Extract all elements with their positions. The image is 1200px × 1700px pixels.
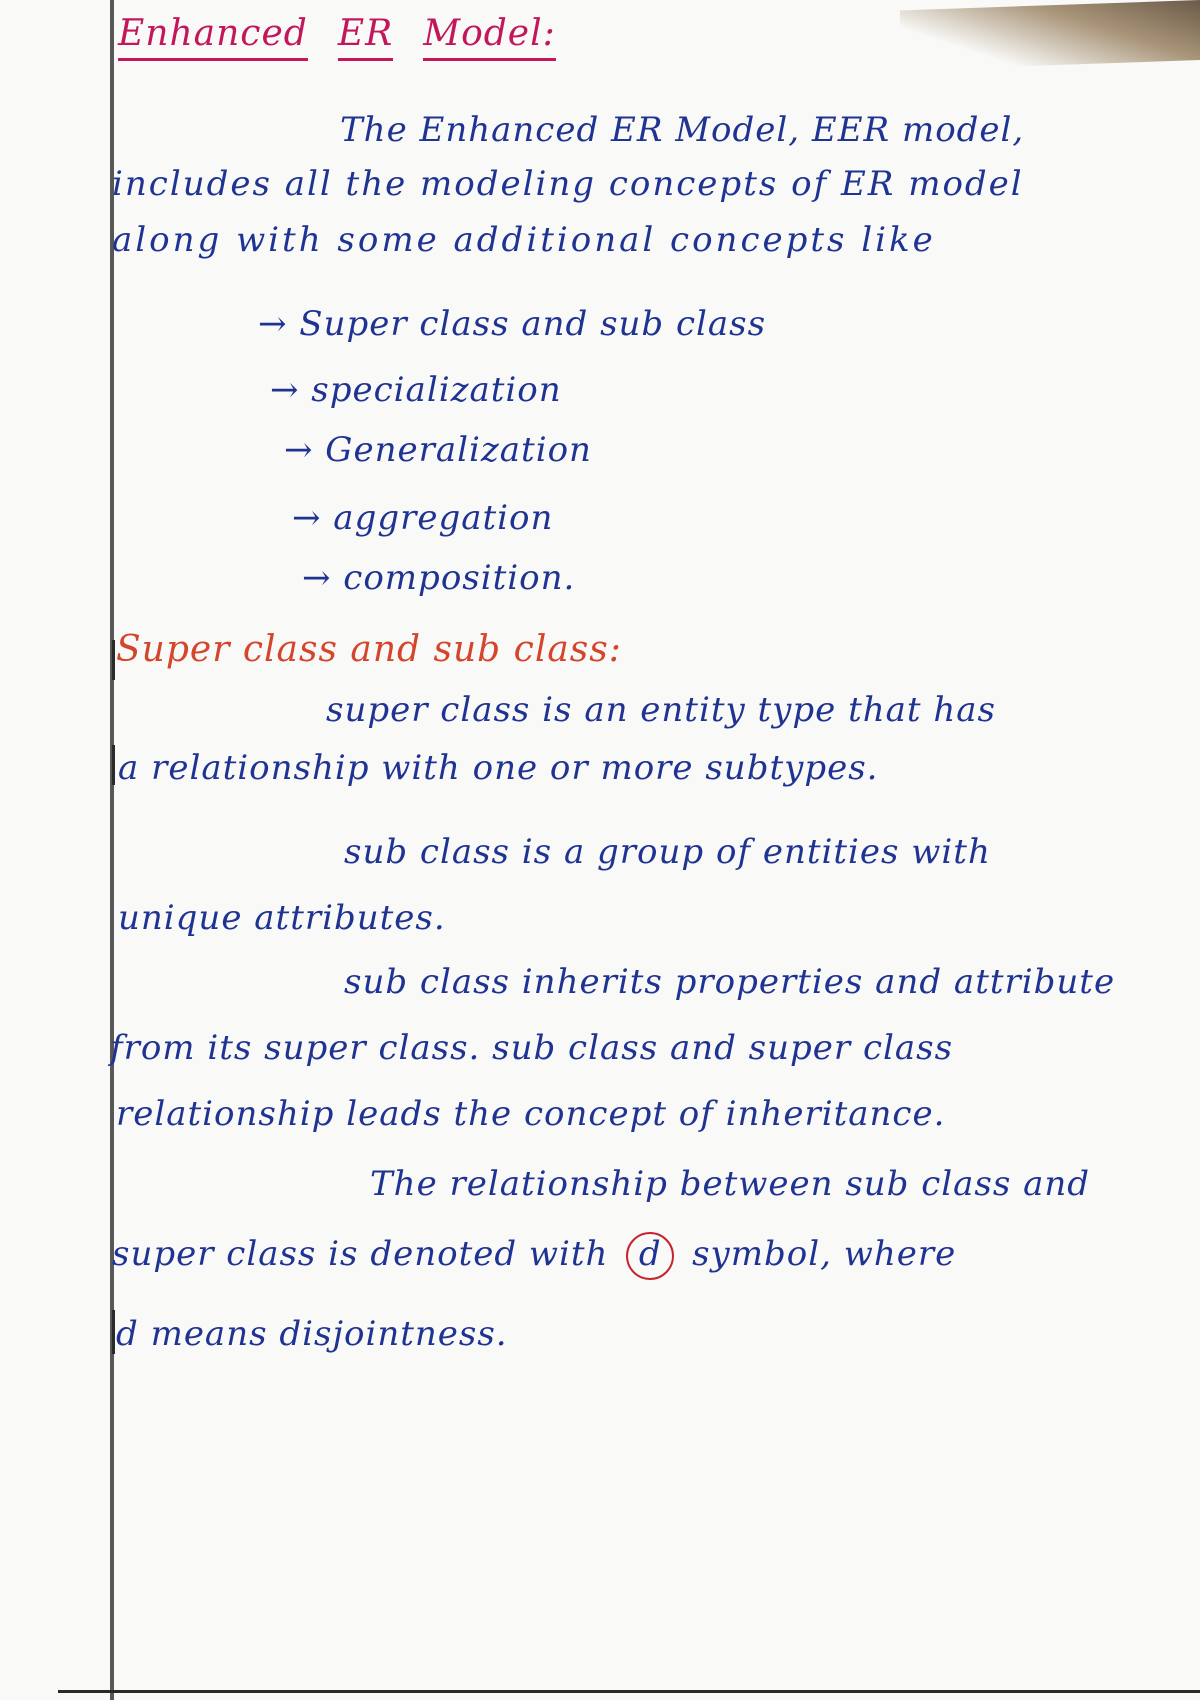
paragraph-1-line-2: a relationship with one or more subtypes.	[118, 748, 879, 788]
page-corner-shadow	[900, 0, 1200, 70]
margin-mark	[112, 745, 115, 785]
paragraph-4-line-2	[112, 1232, 956, 1280]
title-word-er: ER	[338, 12, 393, 61]
concept-item: → Generalization	[284, 430, 592, 470]
margin-mark	[112, 1310, 115, 1354]
bottom-rule	[58, 1690, 1200, 1693]
concept-item: → aggregation	[292, 498, 554, 538]
disjoint-symbol: d	[626, 1232, 674, 1280]
paragraph-4-text-a: super class is denoted with	[112, 1234, 609, 1274]
paragraph-4-line-3: d means disjointness.	[116, 1314, 508, 1354]
paragraph-4-text-b: symbol, where	[692, 1234, 957, 1274]
paragraph-4-line-1: The relationship between sub class and	[370, 1164, 1091, 1204]
margin-mark	[112, 640, 115, 680]
concept-item: → composition.	[302, 558, 576, 598]
intro-line-1: The Enhanced ER Model, EER model,	[340, 110, 1025, 150]
paragraph-3-line-2: from its super class. sub class and super class	[110, 1028, 954, 1068]
title-word-model: Model:	[423, 12, 556, 61]
paragraph-1-line-1: super class is an entity type that has	[326, 690, 997, 730]
paragraph-3-line-3: relationship leads the concept of inheritance.	[116, 1094, 946, 1134]
intro-line-2: includes all the modeling concepts of ER model	[112, 164, 1024, 204]
title-word-enhanced: Enhanced	[118, 12, 308, 61]
paragraph-2-line-1: sub class is a group of entities with	[344, 832, 991, 872]
concept-item: → Super class and sub class	[258, 304, 767, 344]
page-title	[118, 12, 586, 61]
intro-line-3: along with some additional concepts like	[112, 220, 936, 260]
paragraph-2-line-2: unique attributes.	[118, 898, 446, 938]
section-heading: Super class and sub class:	[116, 629, 622, 670]
concept-item: → specialization	[270, 370, 562, 410]
paragraph-3-line-1: sub class inherits properties and attribute	[344, 962, 1116, 1002]
